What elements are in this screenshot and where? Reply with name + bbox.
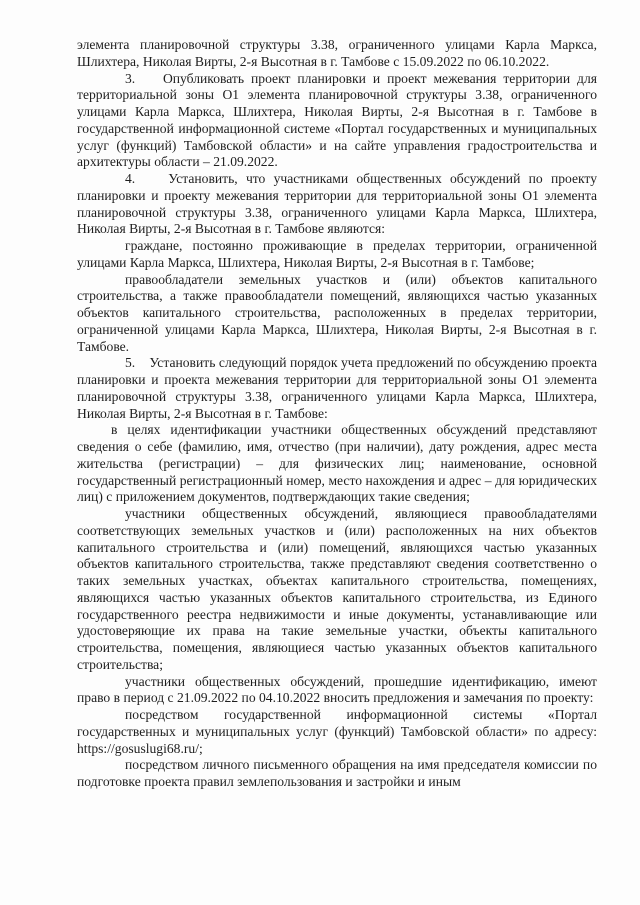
paragraph-item-4: 4. Установить, что участниками общественных обсуждений по проекту планировки и проекту межевания территории для территориальной зоны О1 элемента планировочной структуры 3.38, ограниченного улицами Карла Маркса, Шлихтера, Николая Вирты, 2-я Высотная в г. Тамбове являются:	[77, 171, 597, 237]
paragraph-citizens: граждане, постоянно проживающие в пределах территории, ограниченной улицами Карла Маркса, Шлихтера, Николая Вирты, 2-я Высотная в г. Тамбове;	[77, 238, 597, 270]
paragraph-rightholders: правообладатели земельных участков и (или) объектов капитального строительства, а также правообладатели помещений, являющихся частью указанных объектов капитального строительства, расположенных в пределах территории, ограниченной улицами Карла Маркса, Шлихтера, Николая Вирты, 2-я Высотная в г. Тамбове.	[77, 271, 597, 354]
paragraph-item-5: 5. Установить следующий порядок учета предложений по обсуждению проекта планировки и проекта межевания территории для территориальной зоны О1 элемента планировочной структуры 3.38, ограниченного улицами Карла Маркса, Шлихтера, Николая Вирты, 2-я Высотная в г. Тамбове:	[77, 355, 597, 421]
paragraph-item-3: 3. Опубликовать проект планировки и проект межевания территории для территориальной зоны О1 элемента планировочной структуры 3.38, ограниченного улицами Карла Маркса, Шлихтера, Николая Вирты, 2-я Высотная в г. Тамбове в государственной информационной системе «Портал государственных и муниципальных услуг (функций) Тамбовской области» и на сайте управления градостроительства и архитектуры области – 21.09.2022.	[77, 70, 597, 170]
paragraph-identification: в целях идентификации участники общественных обсуждений представляют сведения о себе (фамилию, имя, отчество (при наличии), дату рождения, адрес места жительства (регистрации) – для физических лиц; наименование, основной государственный регистрационный номер, место нахождения и адрес – для юридических лиц) с приложением документов, подтверждающих такие сведения;	[77, 422, 597, 505]
paragraph-via-letter: посредством личного письменного обращения на имя председателя комиссии по подготовке проекта правил землепользования и застройки и иным	[77, 757, 597, 789]
paragraph-submission-period: участники общественных обсуждений, прошедшие идентификацию, имеют право в период с 21.09.2022 по 04.10.2022 вносить предложения и замечания по проекту:	[77, 673, 597, 706]
paragraph-via-portal: посредством государственной информационной системы «Портал государственных и муниципальных услуг (функций) Тамбовской области» по адресу: https://gosuslugi68.ru/;	[77, 707, 597, 756]
paragraph-rightholder-participants: участники общественных обсуждений, являющиеся правообладателями соответствующих земельных участков и (или) расположенных на них объектов капитального строительства и (или) помещений, являющихся частью указанных объектов капитального строительства, также представляют сведения соответственно о таких земельных участках, объектах капитального строительства, помещениях, являющихся частью указанных объектов капитального строительства, из Единого государственного реестра недвижимости и иные документы, устанавливающие или удостоверяющие их права на такие земельные участки, объекты капитального строительства, помещения, являющиеся частью указанных объектов капитального строительства;	[77, 506, 597, 672]
paragraph-continuation: элемента планировочной структуры 3.38, ограниченного улицами Карла Маркса, Шлихтера, Николая Вирты, 2-я Высотная в г. Тамбове с 15.09.2022 по 06.10.2022.	[77, 37, 597, 69]
